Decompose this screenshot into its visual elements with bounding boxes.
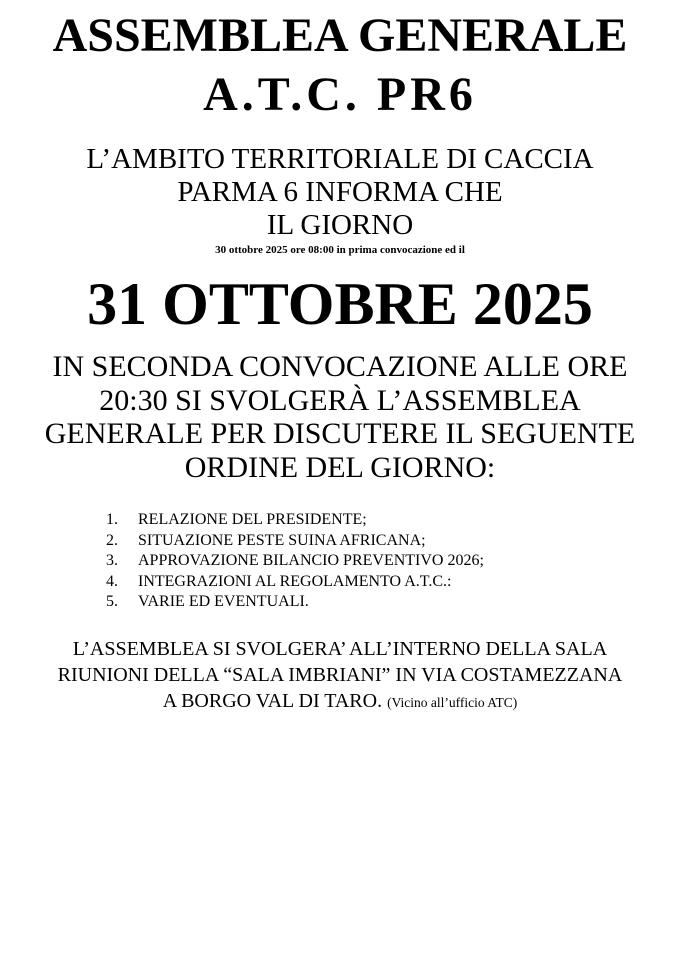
agenda-list bbox=[0, 510, 680, 613]
title-line-1: ASSEMBLEA GENERALE bbox=[52, 9, 628, 62]
location-line-3 bbox=[0, 688, 680, 716]
location-line-1: L’ASSEMBLEA SI SVOLGERA’ ALL’INTERNO DELLA SALA bbox=[72, 637, 608, 660]
intro-paragraph bbox=[0, 143, 680, 242]
agenda-item-number: 5. bbox=[106, 593, 118, 610]
date-headline: 31 OTTOBRE 2025 bbox=[87, 271, 593, 337]
agenda-item-text: APPROVAZIONE BILANCIO PREVENTIVO 2026; bbox=[138, 552, 484, 569]
location-line-3-text: A BORGO VAL DI TARO. bbox=[162, 689, 383, 712]
location-paragraph bbox=[0, 636, 680, 716]
agenda-item bbox=[0, 510, 680, 531]
first-convocation-note: 30 ottobre 2025 ore 08:00 in prima convocazione ed il bbox=[215, 244, 465, 256]
agenda-item bbox=[0, 551, 680, 572]
document-title bbox=[0, 6, 680, 124]
agenda-item-number: 1. bbox=[106, 511, 118, 528]
agenda-item-text: INTEGRAZIONI AL REGOLAMENTO A.T.C.: bbox=[138, 572, 452, 590]
agenda-item-number: 3. bbox=[106, 552, 118, 569]
intro-line-3: IL GIORNO bbox=[266, 209, 414, 241]
convocation-line-3: GENERALE PER DISCUTERE IL SEGUENTE bbox=[44, 417, 636, 450]
intro-line-1: L’AMBITO TERRITORIALE DI CACCIA bbox=[86, 143, 594, 175]
agenda-item-number: 4. bbox=[106, 572, 118, 590]
convocation-line-4: ORDINE DEL GIORNO: bbox=[184, 450, 496, 484]
convocation-line-2: 20:30 SI SVOLGERÀ L’ASSEMBLEA bbox=[99, 383, 581, 417]
location-line-2: RIUNIONI DELLA “SALA IMBRIANI” IN VIA COSTAMEZZANA bbox=[57, 663, 623, 686]
agenda-item bbox=[0, 531, 680, 552]
title-line-2: A.T.C. PR6 bbox=[203, 68, 477, 121]
agenda-item bbox=[0, 592, 680, 613]
agenda-item-text: VARIE ED EVENTUALI. bbox=[138, 593, 309, 610]
location-note: (Vicino all’ufficio ATC) bbox=[387, 694, 518, 710]
convocation-paragraph bbox=[0, 350, 680, 484]
agenda-item bbox=[0, 572, 680, 593]
convocation-line-1: IN SECONDA CONVOCAZIONE ALLE ORE bbox=[52, 350, 628, 383]
intro-line-2: PARMA 6 INFORMA CHE bbox=[177, 176, 503, 208]
agenda-item-number: 2. bbox=[106, 531, 118, 549]
agenda-item-text: RELAZIONE DEL PRESIDENTE; bbox=[138, 511, 367, 528]
agenda-item-text: SITUAZIONE PESTE SUINA AFRICANA; bbox=[138, 531, 426, 549]
